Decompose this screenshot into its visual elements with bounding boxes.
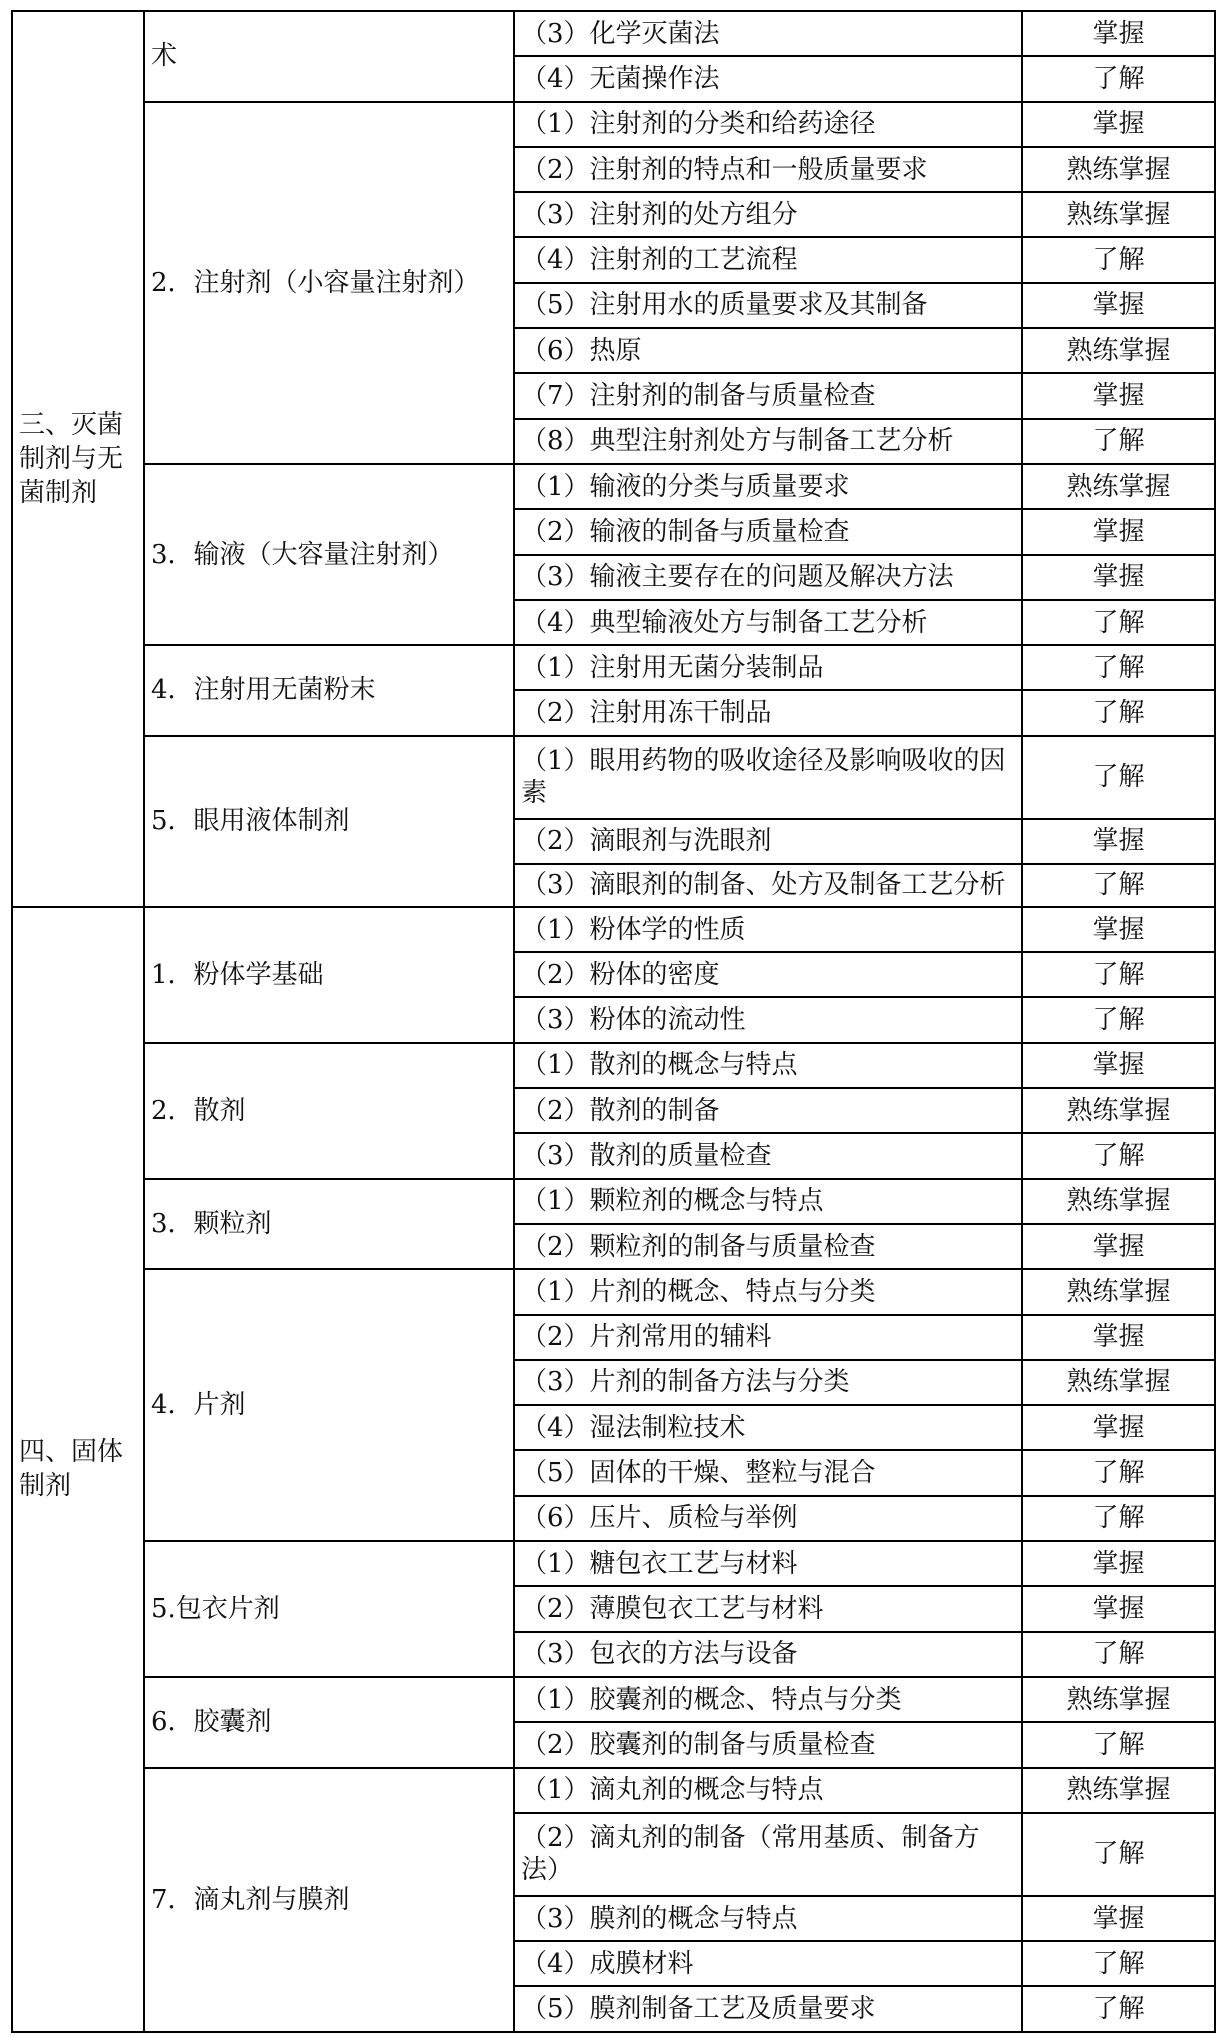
mastery-level: 掌握 [1022,1224,1215,1269]
subsection-title: 6．胶囊剂 [144,1677,514,1768]
mastery-level: 熟练掌握 [1022,1269,1215,1314]
subsection-title: 7．滴丸剂与膜剂 [144,1768,514,2032]
mastery-level: 掌握 [1022,819,1215,864]
item-text: （1）胶囊剂的概念、特点与分类 [514,1677,1022,1722]
item-text: （4）无菌操作法 [514,56,1022,101]
item-text: （1）注射用无菌分装制品 [514,645,1022,690]
item-text: （3）膜剂的概念与特点 [514,1896,1022,1941]
mastery-level: 了解 [1022,1722,1215,1767]
mastery-level: 了解 [1022,645,1215,690]
item-text: （2）滴丸剂的制备（常用基质、制备方法） [514,1813,1022,1896]
mastery-level: 了解 [1022,237,1215,282]
item-text: （1）片剂的概念、特点与分类 [514,1269,1022,1314]
subsection-title: 1．粉体学基础 [144,907,514,1043]
item-text: （2）胶囊剂的制备与质量检查 [514,1722,1022,1767]
subsection-title: 3．颗粒剂 [144,1179,514,1270]
item-text: （4）湿法制粒技术 [514,1405,1022,1450]
item-text: （2）注射用冻干制品 [514,690,1022,735]
item-text: （3）粉体的流动性 [514,997,1022,1042]
item-text: （8）典型注射剂处方与制备工艺分析 [514,419,1022,464]
mastery-level: 掌握 [1022,373,1215,418]
mastery-level: 熟练掌握 [1022,1677,1215,1722]
mastery-level: 了解 [1022,600,1215,645]
subsection-title: 5.包衣片剂 [144,1541,514,1677]
item-text: （1）输液的分类与质量要求 [514,464,1022,509]
mastery-level: 掌握 [1022,1586,1215,1631]
item-text: （3）片剂的制备方法与分类 [514,1360,1022,1405]
item-text: （4）成膜材料 [514,1941,1022,1986]
item-text: （2）薄膜包衣工艺与材料 [514,1586,1022,1631]
item-text: （2）注射剂的特点和一般质量要求 [514,147,1022,192]
mastery-level: 熟练掌握 [1022,328,1215,373]
mastery-level: 掌握 [1022,11,1215,56]
mastery-level: 掌握 [1022,102,1215,147]
mastery-level: 熟练掌握 [1022,1088,1215,1133]
mastery-level: 了解 [1022,1632,1215,1677]
mastery-level: 熟练掌握 [1022,1360,1215,1405]
item-text: （1）散剂的概念与特点 [514,1043,1022,1088]
subsection-title: 2．散剂 [144,1043,514,1179]
item-text: （1）颗粒剂的概念与特点 [514,1179,1022,1224]
mastery-level: 熟练掌握 [1022,192,1215,237]
subsection-title: 3．输液（大容量注射剂） [144,464,514,645]
mastery-level: 掌握 [1022,1043,1215,1088]
mastery-level: 了解 [1022,419,1215,464]
mastery-level: 掌握 [1022,1896,1215,1941]
item-text: （1）糖包衣工艺与材料 [514,1541,1022,1586]
item-text: （3）包衣的方法与设备 [514,1632,1022,1677]
subsection-title: 4．注射用无菌粉末 [144,645,514,736]
item-text: （2）片剂常用的辅料 [514,1315,1022,1360]
item-text: （7）注射剂的制备与质量检查 [514,373,1022,418]
section-title: 四、固体制剂 [12,907,144,2032]
subsection-title: 4．片剂 [144,1269,514,1541]
item-text: （1）注射剂的分类和给药途径 [514,102,1022,147]
mastery-level: 了解 [1022,1450,1215,1495]
item-text: （1）眼用药物的吸收途径及影响吸收的因素 [514,736,1022,819]
mastery-level: 了解 [1022,1496,1215,1541]
mastery-level: 了解 [1022,1986,1215,2032]
mastery-level: 熟练掌握 [1022,1768,1215,1813]
mastery-level: 了解 [1022,1813,1215,1896]
mastery-level: 熟练掌握 [1022,147,1215,192]
item-text: （1）滴丸剂的概念与特点 [514,1768,1022,1813]
mastery-level: 掌握 [1022,509,1215,554]
item-text: （3）注射剂的处方组分 [514,192,1022,237]
item-text: （6）热原 [514,328,1022,373]
item-text: （3）滴眼剂的制备、处方及制备工艺分析 [514,864,1022,907]
item-text: （2）输液的制备与质量检查 [514,509,1022,554]
subsection-title: 术 [144,11,514,102]
item-text: （4）注射剂的工艺流程 [514,237,1022,282]
item-text: （5）膜剂制备工艺及质量要求 [514,1986,1022,2032]
mastery-level: 掌握 [1022,1541,1215,1586]
mastery-level: 掌握 [1022,1405,1215,1450]
mastery-level: 了解 [1022,1941,1215,1986]
mastery-level: 了解 [1022,864,1215,907]
mastery-level: 熟练掌握 [1022,1179,1215,1224]
item-text: （6）压片、质检与举例 [514,1496,1022,1541]
item-text: （4）典型输液处方与制备工艺分析 [514,600,1022,645]
item-text: （3）输液主要存在的问题及解决方法 [514,555,1022,600]
section-title: 三、灭菌制剂与无菌制剂 [12,11,144,907]
subsection-title: 5．眼用液体制剂 [144,736,514,907]
mastery-level: 了解 [1022,690,1215,735]
mastery-level: 了解 [1022,997,1215,1042]
syllabus-table [11,10,1216,2033]
mastery-level: 掌握 [1022,1315,1215,1360]
item-text: （5）固体的干燥、整粒与混合 [514,1450,1022,1495]
mastery-level: 了解 [1022,736,1215,819]
item-text: （3）化学灭菌法 [514,11,1022,56]
item-text: （1）粉体学的性质 [514,907,1022,952]
mastery-level: 掌握 [1022,283,1215,328]
item-text: （3）散剂的质量检查 [514,1133,1022,1178]
item-text: （5）注射用水的质量要求及其制备 [514,283,1022,328]
item-text: （2）散剂的制备 [514,1088,1022,1133]
mastery-level: 了解 [1022,952,1215,997]
item-text: （2）颗粒剂的制备与质量检查 [514,1224,1022,1269]
mastery-level: 掌握 [1022,555,1215,600]
mastery-level: 了解 [1022,56,1215,101]
item-text: （2）粉体的密度 [514,952,1022,997]
item-text: （2）滴眼剂与洗眼剂 [514,819,1022,864]
mastery-level: 熟练掌握 [1022,464,1215,509]
subsection-title: 2．注射剂（小容量注射剂） [144,102,514,464]
mastery-level: 掌握 [1022,907,1215,952]
mastery-level: 了解 [1022,1133,1215,1178]
